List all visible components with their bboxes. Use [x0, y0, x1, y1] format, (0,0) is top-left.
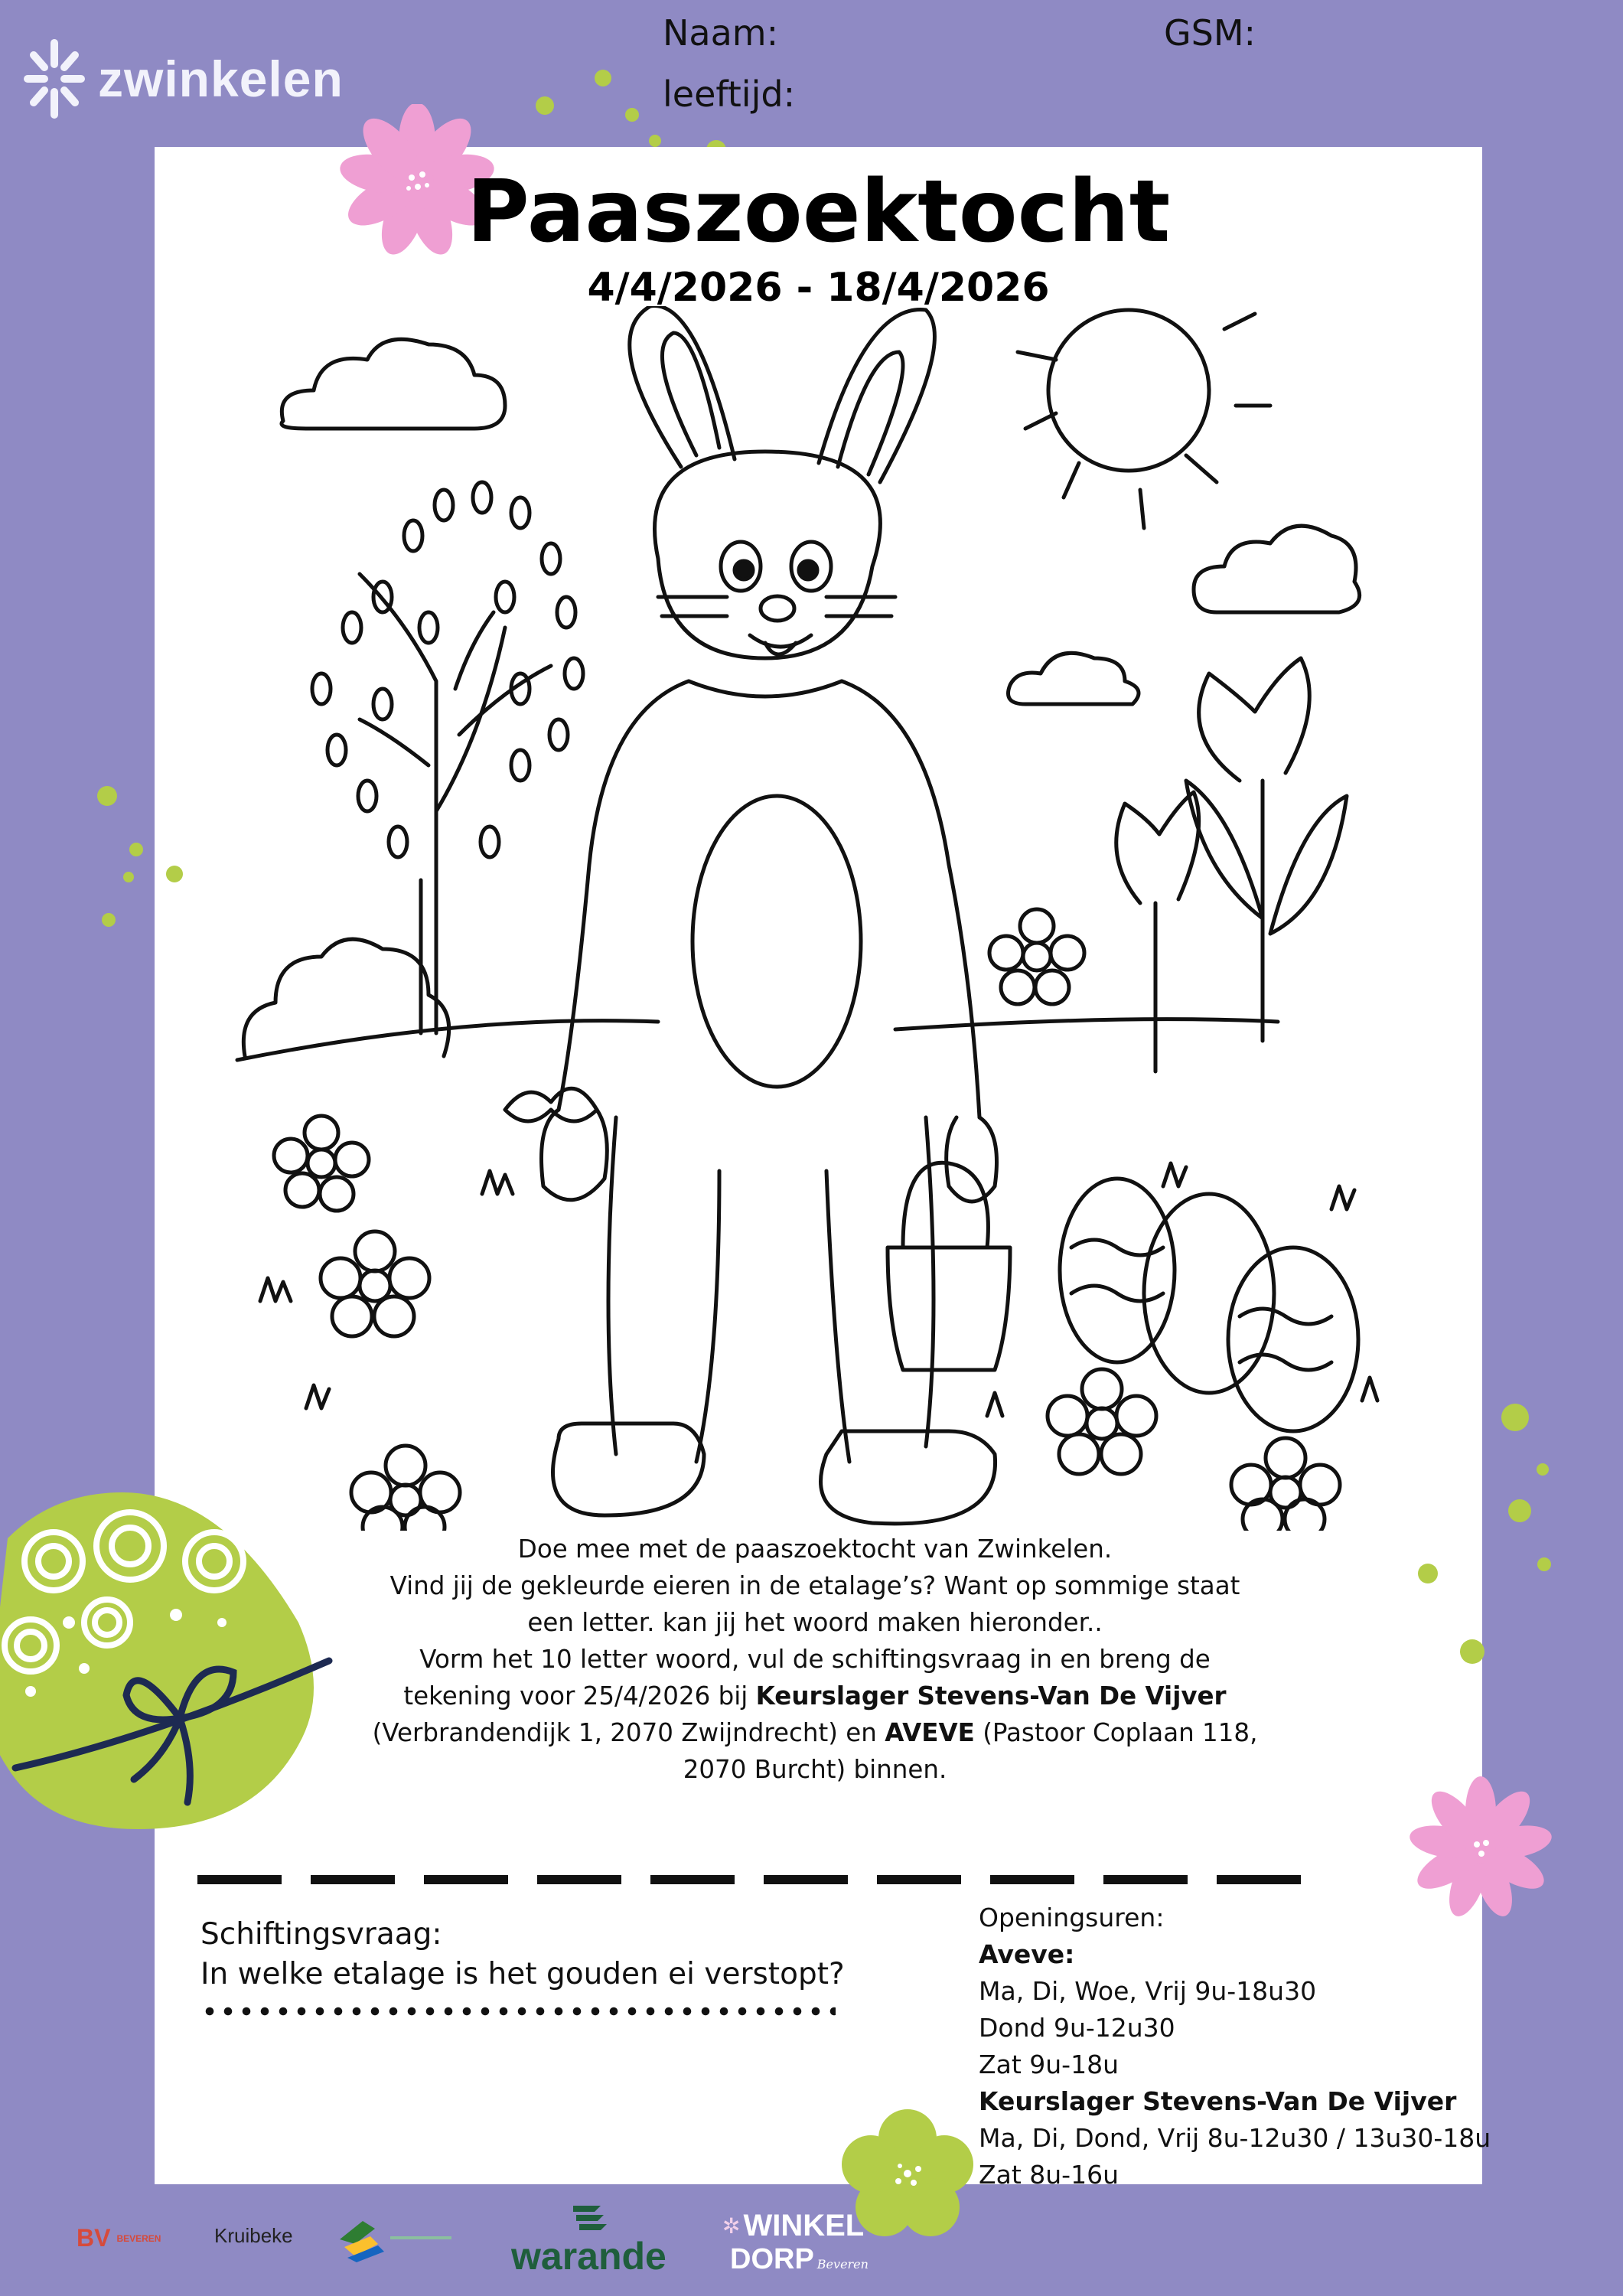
hours-line: Zat 8u-16u	[979, 2160, 1119, 2190]
letter-blank[interactable]	[990, 1875, 1074, 1884]
warande-logo-icon	[565, 2201, 611, 2235]
letter-blank[interactable]	[764, 1875, 848, 1884]
intro-line: een letter. kan jij het woord maken hieronder..	[527, 1608, 1103, 1637]
flower-outline-icon	[274, 1116, 369, 1211]
cloud-icon	[282, 339, 505, 429]
name-label: Naam:	[663, 12, 779, 54]
sun-icon	[1018, 310, 1270, 528]
intro-line: Doe mee met de paaszoektocht van Zwinkelen.	[517, 1534, 1113, 1564]
intro-text-fragment: (Pastoor Coplaan 118,	[974, 1718, 1258, 1747]
flower-outline-icon	[351, 1446, 460, 1531]
intro-line: 2070 Burcht) binnen.	[683, 1755, 947, 1784]
brand-name: zwinkelen	[98, 51, 344, 107]
letter-blank[interactable]	[1217, 1875, 1301, 1884]
egg-icon	[1228, 1247, 1358, 1431]
bush-icon	[243, 939, 448, 1056]
intro-line	[329, 1678, 1301, 1714]
cloud-icon	[1194, 526, 1360, 612]
flower-outline-icon	[1231, 1438, 1340, 1531]
page-title: Paaszoektocht	[466, 162, 1171, 262]
flower-outline-icon	[1048, 1369, 1156, 1474]
hours-line: Zat 9u-18u	[979, 2050, 1119, 2079]
sponsor-warande	[511, 2201, 666, 2278]
phone-label: GSM:	[1164, 12, 1256, 54]
tiebreaker-question	[200, 1915, 845, 1994]
letter-blank[interactable]	[1103, 1875, 1188, 1884]
answer-dotted-line[interactable]	[200, 2004, 836, 2019]
tree-icon	[312, 482, 583, 1033]
tulip-icon	[1186, 658, 1347, 1041]
egg-icon	[1060, 1179, 1175, 1362]
confetti-dots-left	[84, 773, 191, 941]
sparkle-icon	[21, 37, 87, 121]
letter-blank[interactable]	[424, 1875, 508, 1884]
shop-name: Keurslager Stevens-Van De Vijver	[755, 1681, 1227, 1711]
beveren-mark: BV	[77, 2224, 111, 2252]
opening-hours	[979, 1900, 1491, 2193]
letter-blank[interactable]	[650, 1875, 735, 1884]
hours-line: Ma, Di, Dond, Vrij 8u-12u30 / 13u30-18u	[979, 2123, 1491, 2153]
winkeldorp-sub: Beveren	[816, 2257, 869, 2272]
butcher-name: Keurslager Stevens-Van De Vijver	[979, 2086, 1457, 2116]
tulip-icon	[1116, 792, 1199, 1071]
sparkle-icon: ✲	[722, 2213, 741, 2239]
sponsor-beveren	[77, 2224, 161, 2252]
flower-outline-icon	[321, 1231, 429, 1336]
hours-line: Ma, Di, Woe, Vrij 9u-18u30	[979, 1976, 1317, 2006]
intro-text-fragment: tekening voor 25/4/2026 bij	[403, 1681, 756, 1711]
easter-bunny-illustration	[230, 306, 1423, 1531]
intro-line	[329, 1714, 1301, 1751]
letter-blank[interactable]	[311, 1875, 395, 1884]
question-label: Schiftingsvraag:	[200, 1917, 442, 1952]
intro-text	[329, 1531, 1301, 1788]
confetti-dots-right	[1400, 1393, 1553, 1684]
aveve-name: Aveve:	[979, 1939, 1075, 1969]
winkeldorp-bottom: DORP	[730, 2243, 814, 2275]
sponsor-winkeldorp	[722, 2209, 869, 2276]
beveren-text: BEVEREN	[116, 2232, 161, 2244]
letter-blank[interactable]	[197, 1875, 282, 1884]
intro-line: Vind jij de gekleurde eieren in de etalage’s? Want op sommige staat	[389, 1571, 1240, 1600]
question-text: In welke etalage is het gouden ei verstopt?	[200, 1957, 845, 1991]
cloud-icon	[1009, 653, 1139, 704]
word-answer-blanks[interactable]	[197, 1875, 1301, 1884]
sponsor-zwijndrecht-logo	[337, 2216, 459, 2262]
letter-blank[interactable]	[877, 1875, 961, 1884]
winkeldorp-top: WINKEL	[743, 2209, 865, 2242]
hours-line: Dond 9u-12u30	[979, 2013, 1175, 2043]
shop-name: AVEVE	[885, 1718, 975, 1747]
warande-text: warande	[511, 2235, 666, 2278]
intro-text-fragment: (Verbrandendijk 1, 2070 Zwijndrecht) en	[372, 1718, 885, 1747]
letter-blank[interactable]	[537, 1875, 621, 1884]
decorated-egg-icon	[0, 1492, 337, 1844]
intro-line: Vorm het 10 letter woord, vul de schiftingsvraag in en breng de	[419, 1645, 1211, 1674]
basket-icon	[888, 1163, 1010, 1370]
event-dates: 4/4/2026 - 18/4/2026	[587, 265, 1050, 311]
age-label: leeftijd:	[663, 73, 796, 115]
hours-label: Openingsuren:	[979, 1903, 1165, 1932]
brand-logo	[21, 37, 344, 121]
bunny-body	[559, 681, 979, 1117]
sponsor-kruibeke: Kruibeke	[214, 2224, 293, 2247]
flower-outline-icon	[989, 909, 1084, 1004]
